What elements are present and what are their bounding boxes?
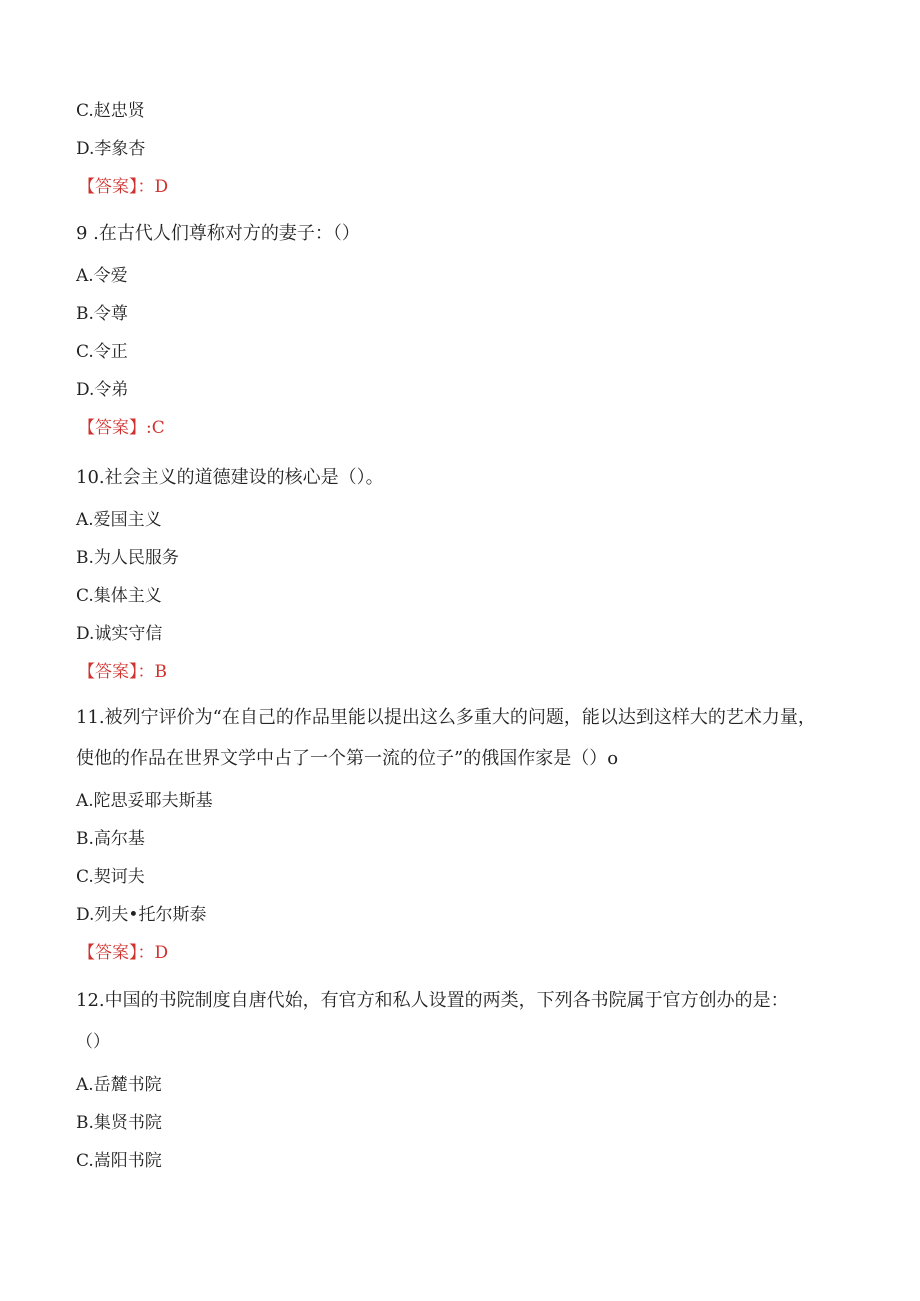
answer-q10: 【答案】：B — [78, 662, 167, 682]
option-d-q10: D.诚实守信 — [76, 624, 163, 644]
option-b-q11: B.高尔基 — [76, 829, 145, 849]
answer-q8: 【答案】：D — [78, 177, 169, 197]
question-12-blank: （） — [76, 1032, 110, 1052]
option-c-q9: C.令正 — [76, 342, 128, 362]
option-b-q12: B.集贤书院 — [76, 1113, 162, 1133]
option-c-q11: C.契诃夫 — [76, 867, 145, 887]
option-d-q9: D.令弟 — [76, 380, 129, 400]
option-a-q9: A.令爱 — [76, 266, 128, 286]
option-b-q10: B.为人民服务 — [76, 548, 179, 568]
option-b-q9: B.令尊 — [76, 304, 128, 324]
answer-q11: 【答案】：D — [78, 943, 169, 963]
option-d-q8: D.李象杏 — [76, 139, 146, 159]
option-a-q11: A.陀思妥耶夫斯基 — [76, 791, 213, 811]
option-a-q12: A.岳麓书院 — [76, 1075, 162, 1095]
option-c-q10: C.集体主义 — [76, 586, 162, 606]
answer-q9: 【答案】:C — [78, 418, 165, 438]
question-11-line-2: 使他的作品在世界文学中占了一个第一流的位子”的俄国作家是（）o — [76, 748, 619, 769]
option-a-q10: A.爱国主义 — [76, 510, 162, 530]
question-12: 12.中国的书院制度自唐代始，有官方和私人设置的两类，下列各书院属于官方创办的是： — [76, 990, 789, 1011]
question-9: 9 .在古代人们尊称对方的妻子：（） — [76, 223, 360, 244]
question-11-line-1: 11.被列宁评价为“在自己的作品里能以提出这么多重大的问题，能以达到这样大的艺术力量， — [76, 707, 816, 728]
option-c-q12: C.嵩阳书院 — [76, 1151, 162, 1171]
option-d-q11: D.列夫•托尔斯泰 — [76, 905, 207, 925]
question-10: 10.社会主义的道德建设的核心是（）。 — [76, 467, 384, 488]
option-c-q8: C.赵忠贤 — [76, 101, 145, 121]
